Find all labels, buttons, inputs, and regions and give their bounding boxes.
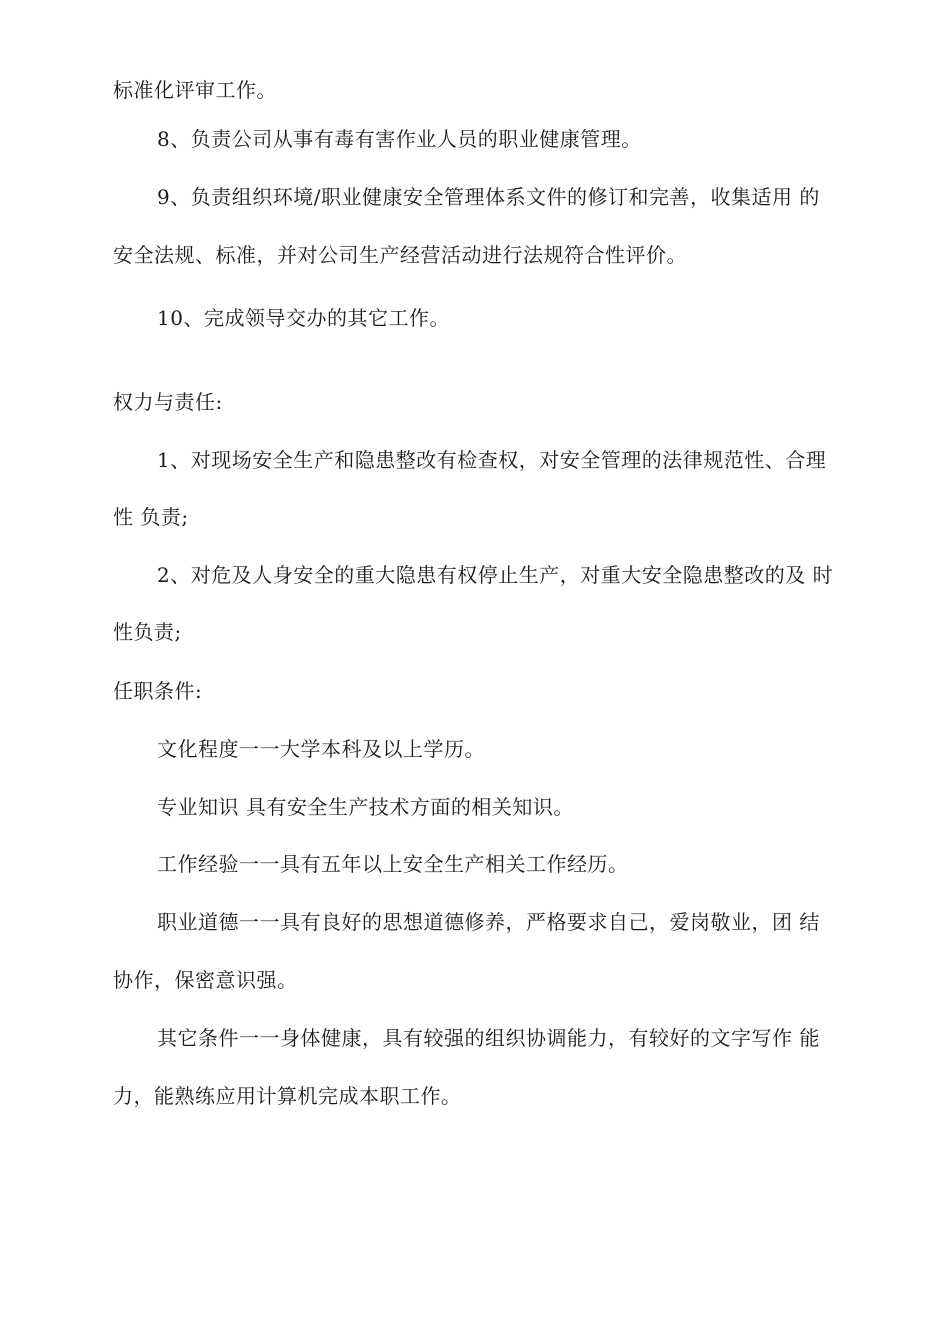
text-line: 2、对危及人身安全的重大隐患有权停止生产，对重大安全隐患整改的及 时	[157, 563, 834, 587]
text-line: 1、对现场安全生产和隐患整改有检查权，对安全管理的法律规范性、合理	[157, 448, 827, 472]
text-line: 职业道德一一具有良好的思想道德修养，严格要求自己，爱岗敬业，团 结	[157, 910, 820, 934]
text-line: 工作经验一一具有五年以上安全生产相关工作经历。	[157, 852, 629, 876]
text-line: 9、负责组织环境/职业健康安全管理体系文件的修订和完善，收集适用 的	[157, 185, 820, 209]
section-heading-requirements: 任职条件:	[113, 679, 203, 703]
text-line: 10、完成领导交办的其它工作。	[157, 306, 450, 330]
text-line: 文化程度一一大学本科及以上学历。	[157, 737, 485, 761]
text-line: 力，能熟练应用计算机完成本职工作。	[113, 1084, 462, 1108]
text-line: 标准化评审工作。	[113, 78, 277, 102]
section-heading-authority: 权力与责任:	[113, 390, 223, 414]
text-line: 专业知识 具有安全生产技术方面的相关知识。	[157, 795, 574, 819]
text-line: 性负责;	[113, 620, 182, 644]
text-line: 安全法规、标准，并对公司生产经营活动进行法规符合性评价。	[113, 243, 687, 267]
text-line: 8、负责公司从事有毒有害作业人员的职业健康管理。	[157, 127, 642, 151]
text-line: 其它条件一一身体健康，具有较强的组织协调能力，有较好的文字写作 能	[157, 1026, 820, 1050]
text-line: 协作，保密意识强。	[113, 968, 298, 992]
text-line: 性 负责;	[113, 505, 189, 529]
